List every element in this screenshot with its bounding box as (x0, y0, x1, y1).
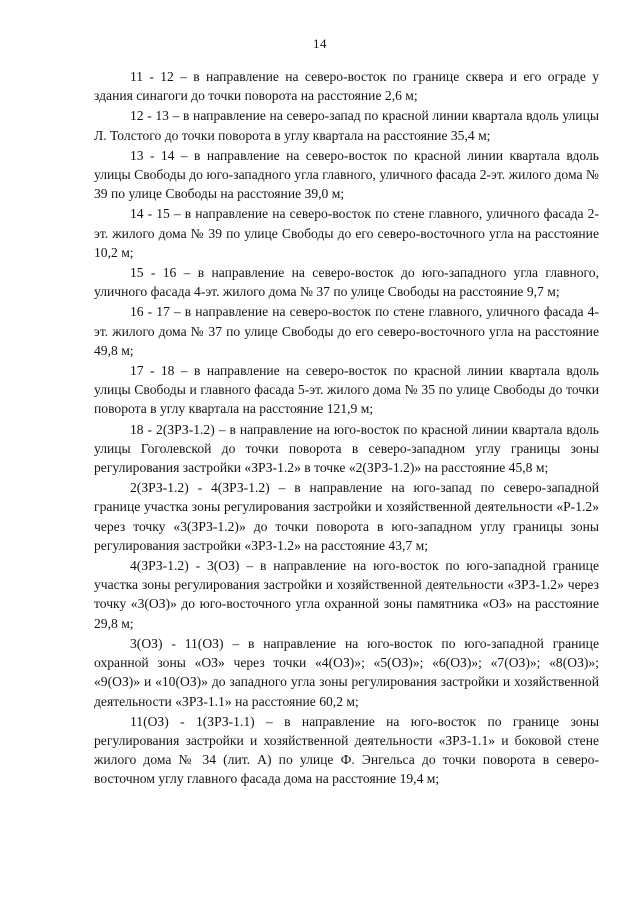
paragraph-11-12: 11 - 12 – в направление на северо-восток по границе сквера и его ограде у здания синагоги до точки поворота на расстояние 2,6 м; (94, 69, 599, 104)
paragraph-14-15: 14 - 15 – в направление на северо-восток по стене главного, уличного фасада 2-эт. жилого дома № 39 по улице Свободы до его северо-восточного угла на расстояние 10,2 м; (94, 206, 599, 260)
paragraph-15-16: 15 - 16 – в направление на северо-восток до юго-западного угла главного, уличного фасада 4-эт. жилого дома № 37 по улице Свободы на расстояние 9,7 м; (94, 265, 599, 300)
paragraph-13-14: 13 - 14 – в направление на северо-восток по красной линии квартала вдоль улицы Свободы до юго-западного угла главного, уличного фасада 2-эт. жилого дома № 39 по улице Свободы на расстояние 39,0 м; (94, 147, 599, 202)
document-body (94, 67, 599, 789)
paragraph-18-2-zrz-1-2: 18 - 2(ЗРЗ-1.2) – в направление на юго-восток по красной линии квартала вдоль улицы Гоголевской до точки поворота в северо-западном углу границы зоны регулирования застройки «ЗРЗ-1.2» в точке «2(ЗРЗ-1.2)» на расстояние 45,8 м; (94, 421, 599, 476)
page-number: 14 (313, 36, 327, 51)
paragraph-17-18: 17 - 18 – в направление на северо-восток по красной линии квартала вдоль улицы Свободы и главного фасада 5-эт. жилого дома № 35 по улице Свободы до точки поворота в углу квартала на расстояние 121,9 м; (94, 363, 599, 417)
paragraph-16-17: 16 - 17 – в направление на северо-восток по стене главного, уличного фасада 4-эт. жилого дома № 37 по улице Свободы до его северо-восточного угла на расстояние 49,8 м; (94, 304, 599, 358)
paragraph-12-13: 12 - 13 – в направление на северо-запад по красной линии квартала вдоль улицы Л. Толстого до точки поворота в углу квартала на расстояние 35,4 м; (94, 108, 599, 143)
paragraph-4-zrz-1-2-3-oz: 4(ЗРЗ-1.2) - 3(ОЗ) – в направление на юго-восток по юго-западной границе участка зоны регулирования застройки и хозяйственной деятельности «ЗРЗ-1.2» через точку «3(ОЗ)» до юго-восточного угла охранной зоны памятника «ОЗ» на расстояние 29,8 м; (94, 558, 599, 631)
paragraph-2-zrz-1-2-4-zrz-1-2: 2(ЗРЗ-1.2) - 4(ЗРЗ-1.2) – в направление на юго-запад по северо-западной границе участка зоны регулирования застройки и хозяйственной деятельности «Р-1.2» через точку «3(ЗРЗ-1.2)» до точки поворота в юго-западном углу границы зоны регулирования застройки «ЗРЗ-1.2» на расстояние 43,7 м; (94, 480, 599, 553)
paragraph-3-oz-11-oz: 3(ОЗ) - 11(ОЗ) – в направление на юго-восток по юго-западной границе охранной зоны «ОЗ» через точки «4(ОЗ)»; «5(ОЗ)»; «6(ОЗ)»; «7(ОЗ)»; «8(ОЗ)»; «9(ОЗ)» и «10(ОЗ)» до западного угла зоны регулирования застройки и хозяйственной деятельности «ЗРЗ-1.1» на расстояние 60,2 м; (94, 635, 599, 709)
paragraph-11-oz-1-zrz-1-1: 11(ОЗ) - 1(ЗРЗ-1.1) – в направление на юго-восток по границе зоны регулирования застройки и хозяйственной деятельности «ЗРЗ-1.1» и боковой стене жилого дома № 34 (лит. А) по улице Ф. Энгельса до точки поворота в северо-восточном углу главного фасада дома на расстояние 19,4 м; (94, 713, 599, 787)
